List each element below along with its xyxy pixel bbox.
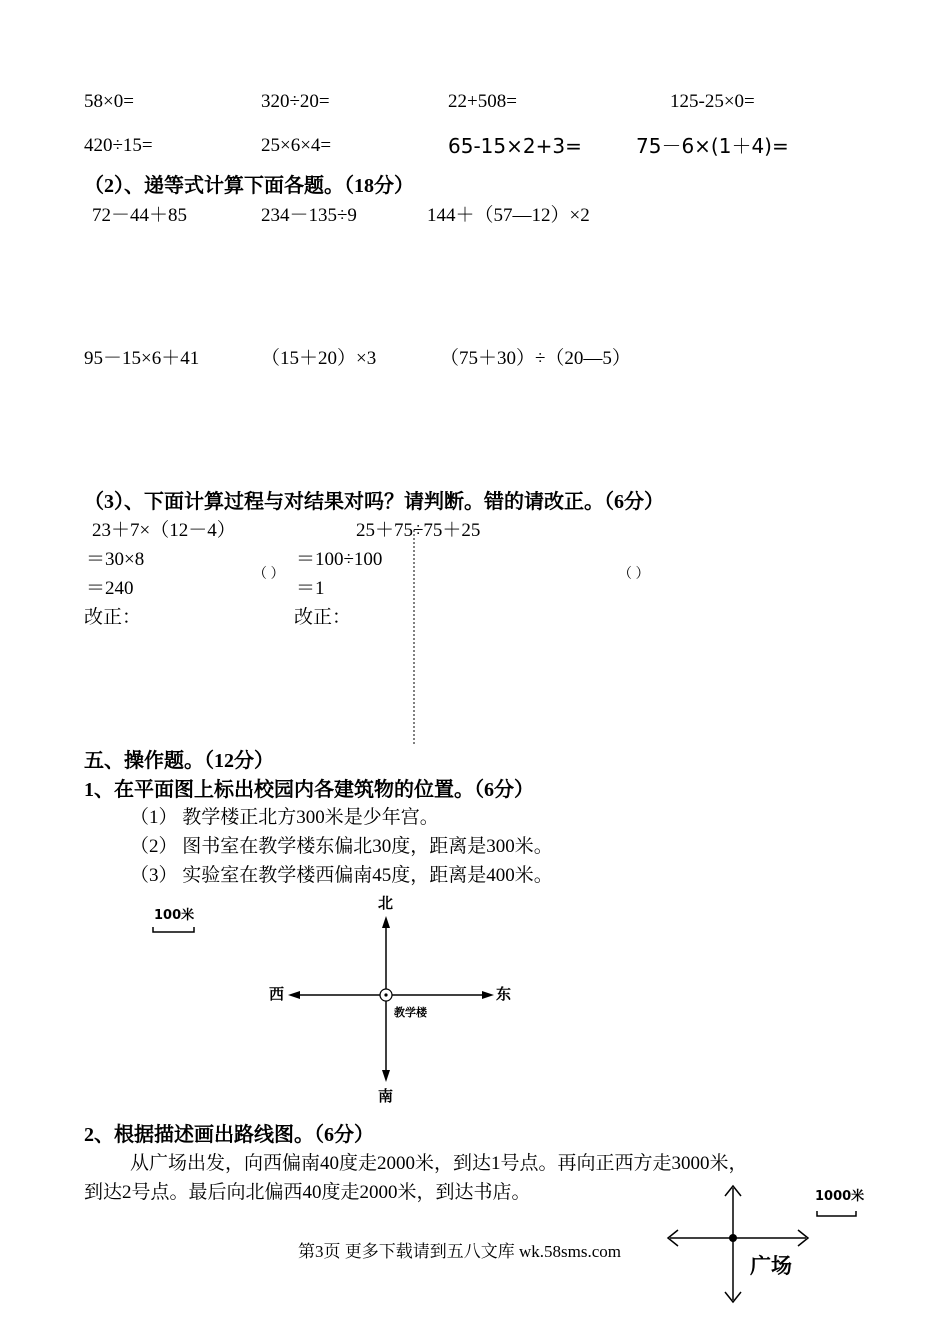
q2-center-label: 广场 (750, 1254, 792, 1278)
oral-r1-c3: 22+508= (448, 91, 517, 112)
sec2-r1-c2: 234－135÷9 (261, 205, 357, 226)
sec3-right-expr: 25＋75÷75＋25 (356, 520, 481, 541)
q1-item-1: （1） 教学楼正北方300米是少年宫。 (130, 807, 439, 828)
sec3-left-fix: 改正： (84, 607, 142, 628)
sec2-heading: （2）、递等式计算下面各题。（18分） (84, 175, 414, 197)
sec3-right-fix: 改正： (294, 607, 352, 628)
oral-r1-c1: 58×0= (84, 91, 134, 112)
center-label: 教学楼 (394, 1006, 427, 1019)
sec2-r2-c2: （15＋20）×3 (261, 348, 377, 369)
sec2-r1-c1: 72－44＋85 (92, 205, 188, 226)
sec3-right-judge[interactable]: （ ） (618, 567, 650, 582)
q2-center-dot (729, 1234, 737, 1242)
sec3-left-step1: ＝30×8 (86, 549, 145, 570)
sec3-right-step2: ＝1 (296, 578, 325, 599)
sec3-left-expr: 23＋7×（12－4） (92, 520, 236, 541)
q2-scale-bar (817, 1211, 856, 1216)
q2-title: 2、根据描述画出路线图。（6分） (84, 1124, 374, 1146)
sec2-r2-c3: （75＋30）÷（20—5） (440, 348, 631, 369)
sec2-r1-c3: 144＋（57—12）×2 (427, 205, 590, 226)
q1-scale-label: 100米 (154, 908, 195, 923)
q2-text-line1: 从广场出发，向西偏南40度走2000米，到达1号点。再向正西方走3000米， (130, 1153, 748, 1174)
west-label: 西 (269, 985, 285, 1003)
q2-scale-label: 1000米 (815, 1189, 865, 1204)
oral-r2-c1: 420÷15= (84, 135, 153, 156)
q1-title: 1、在平面图上标出校园内各建筑物的位置。（6分） (84, 779, 534, 801)
oral-r2-c4: 75－6×(1＋4)= (636, 134, 789, 158)
oral-r1-c4: 125-25×0= (670, 91, 755, 112)
page-footer: 第3页 更多下载请到五八文库 wk.58sms.com (298, 1242, 621, 1261)
oral-r2-c2: 25×6×4= (261, 135, 332, 156)
east-label: 东 (496, 985, 512, 1003)
sec3-heading: （3）、下面计算过程与对结果对吗？请判断。错的请改正。（6分） (84, 491, 664, 513)
q1-item-3: （3） 实验室在教学楼西偏南45度，距离是400米。 (130, 865, 553, 886)
sec2-r2-c1: 95－15×6＋41 (84, 348, 200, 369)
sec5-heading: 五、操作题。（12分） (84, 750, 274, 772)
sec3-left-judge[interactable]: （ ） (253, 567, 285, 582)
oral-r1-c2: 320÷20= (261, 91, 330, 112)
q2-text-line2: 到达2号点。最后向北偏西40度走2000米，到达书店。 (84, 1182, 531, 1203)
sec3-right-step1: ＝100÷100 (296, 549, 383, 570)
oral-r2-c3: 65-15×2+3= (448, 134, 582, 158)
sec3-left-step2: ＝240 (86, 578, 134, 599)
south-label: 南 (378, 1087, 394, 1105)
q1-item-2: （2） 图书室在教学楼东偏北30度，距离是300米。 (130, 836, 553, 857)
north-label: 北 (378, 894, 394, 912)
